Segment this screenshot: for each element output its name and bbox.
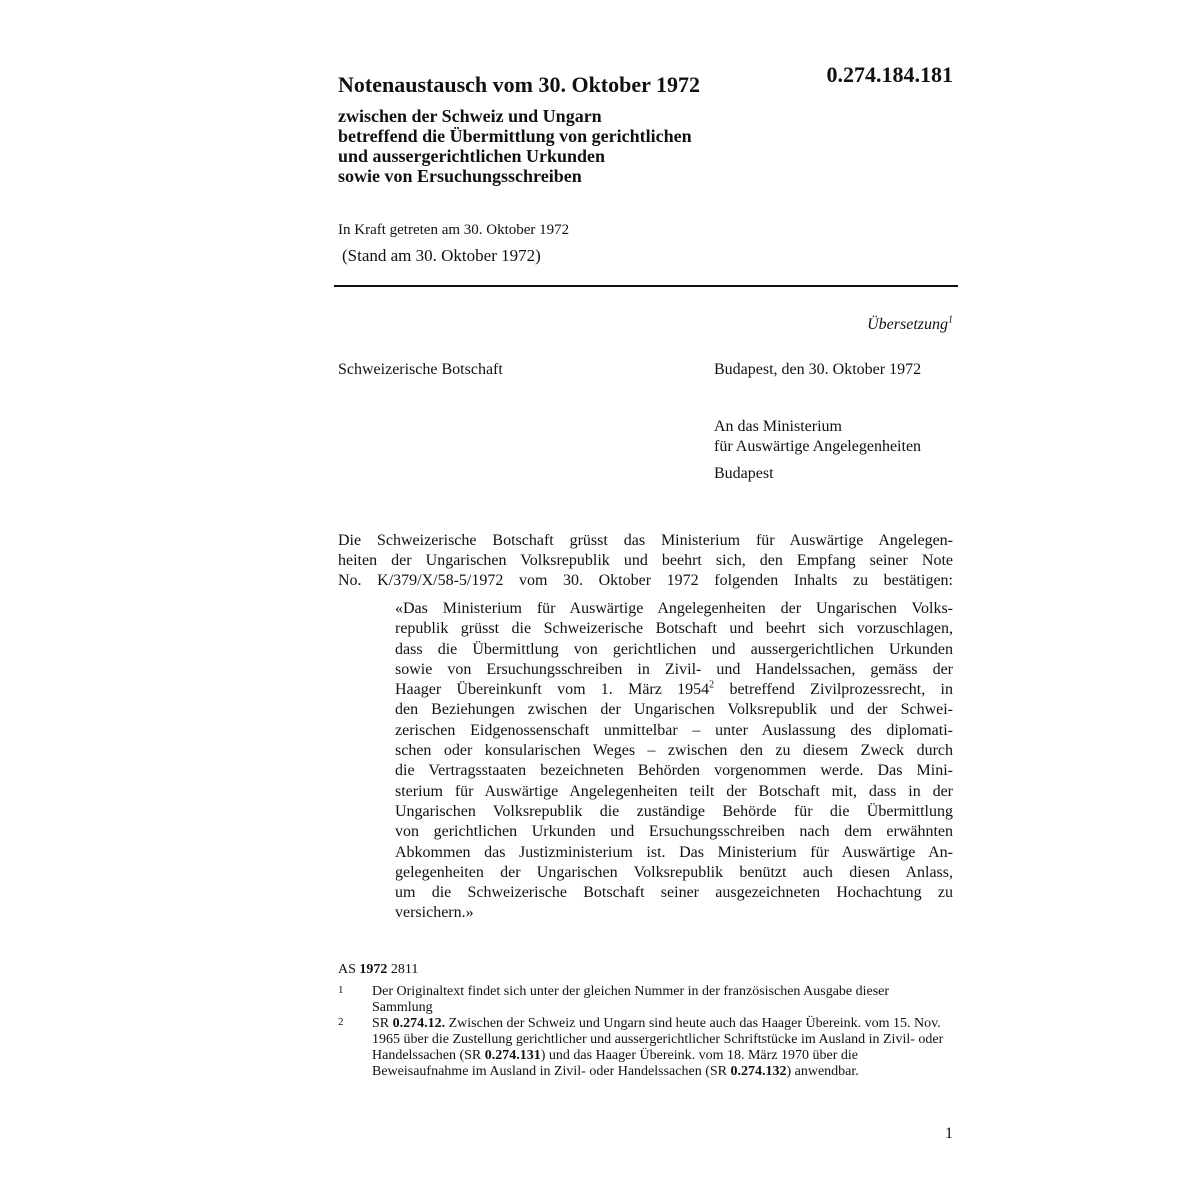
place-date: Budapest, den 30. Oktober 1972 bbox=[714, 361, 922, 378]
document-title: Notenaustausch vom 30. Oktober 1972 bbox=[338, 72, 701, 97]
paragraph-line: heiten der Ungarischen Volksrepublik und beehrt sich, den Empfang seiner Note bbox=[338, 552, 953, 569]
as-prefix: AS bbox=[338, 962, 360, 977]
quote-line: von gerichtlichen Urkunden und Ersuchungsschreiben nach dem erwähnten bbox=[395, 823, 953, 841]
subtitle-line: und aussergerichtlichen Urkunden bbox=[338, 146, 606, 166]
footnote-ref-2[interactable]: 2 bbox=[709, 679, 715, 691]
quote-line: Abkommen das Justizministerium ist. Das Ministerium für Auswärtige An- bbox=[395, 843, 953, 861]
quote-line: republik grüsst die Schweizerische Botschaft und beehrt sich vorzuschlagen, bbox=[395, 620, 953, 638]
quote-line: zerischen Eidgenossenschaft unmittelbar – unter Auslassung des diplomati- bbox=[395, 721, 953, 739]
quote-line: um die Schweizerische Botschaft seiner ausgezeichneten Hochachtung zu bbox=[395, 884, 953, 902]
footnote-ref-1[interactable]: 1 bbox=[948, 314, 953, 326]
fn2-sr-prefix: SR bbox=[372, 1016, 393, 1031]
quote-line: gelegenheiten der Ungarischen Volksrepublik benützt auch diesen Anlass, bbox=[395, 863, 953, 881]
quote-fn-text-a: Haager Übereinkunft vom 1. März 1954 bbox=[395, 681, 710, 699]
quote-fn-text-b: betreffend Zivilprozessrecht, in bbox=[714, 681, 953, 699]
as-page: 2811 bbox=[387, 962, 419, 977]
in-force-date: In Kraft getreten am 30. Oktober 1972 bbox=[338, 222, 570, 238]
fn2-text-a: Zwischen der Schweiz und Ungarn sind heute auch das Haager Übereink. vom 15. Nov. 1965 über die Zustellung gerichtlicher und aussergerichtlicher Schriftstücke im Ausland in Zivil- oder Handelssachen (SR bbox=[372, 1016, 944, 1063]
paragraph-line: No. K/379/X/58-5/1972 vom 30. Oktober 1972 folgenden Inhalts zu bestätigen: bbox=[338, 572, 953, 589]
as-reference bbox=[338, 962, 418, 978]
page-number: 1 bbox=[945, 1125, 953, 1142]
quote-line: dass die Übermittlung von gerichtlichen und aussergerichtlichen Urkunden bbox=[395, 640, 953, 658]
footnote-1-text: Der Originaltext findet sich unter der gleichen Nummer in der französischen Ausgabe dieser Sammlung bbox=[372, 984, 890, 1015]
quote-line: schen oder konsularischen Weges – zwischen den zu diesem Zweck durch bbox=[395, 742, 953, 760]
subtitle-line: betreffend die Übermittlung von gerichtlichen bbox=[338, 126, 692, 146]
document-subtitle bbox=[338, 106, 692, 186]
as-year: 1972 bbox=[359, 962, 388, 977]
paragraph-line: Die Schweizerische Botschaft grüsst das Ministerium für Auswärtige Angelegen- bbox=[338, 532, 953, 549]
quote-line: sterium für Auswärtige Angelegenheiten teilt der Botschaft mit, dass in der bbox=[395, 782, 953, 800]
fn2-text-b: ) und das Haager Übereink. vom 18. März 1970 über die Beweisaufnahme im Ausland in Zivil- oder Handelssachen (SR bbox=[372, 1048, 859, 1079]
translation-note bbox=[700, 316, 953, 334]
sender: Schweizerische Botschaft bbox=[338, 361, 503, 378]
addressee-line: für Auswärtige Angelegenheiten bbox=[714, 438, 922, 455]
quote-line: «Das Ministerium für Auswärtige Angelegenheiten der Ungarischen Volks- bbox=[395, 600, 953, 617]
translation-label: Übersetzung bbox=[867, 316, 948, 333]
intro-paragraph bbox=[338, 531, 953, 591]
sr-link[interactable]: 0.274.131 bbox=[484, 1048, 541, 1063]
header-divider bbox=[334, 285, 958, 287]
quote-line: Ungarischen Volksrepublik die zuständige Behörde für die Übermittlung bbox=[395, 802, 953, 820]
fn2-text-c: ) anwendbar. bbox=[786, 1064, 859, 1079]
footnote-2-number: 2 bbox=[338, 1016, 344, 1028]
status-date: (Stand am 30. Oktober 1972) bbox=[342, 246, 541, 265]
quoted-note bbox=[395, 599, 953, 924]
quote-line: sowie von Ersuchungsschreiben in Zivil- und Handelssachen, gemäss der bbox=[395, 660, 953, 678]
quote-line: die Vertragsstaaten bezeichneten Behörden vorgenommen werde. Das Mini- bbox=[395, 762, 953, 780]
quote-line: den Beziehungen zwischen der Ungarischen Volksrepublik und der Schwei- bbox=[395, 701, 953, 719]
footnote-2-text bbox=[372, 1016, 952, 1080]
sr-number: 0.274.184.181 bbox=[826, 62, 953, 87]
quote-line: versichern.» bbox=[395, 904, 474, 922]
quote-line bbox=[395, 680, 953, 700]
subtitle-line: zwischen der Schweiz und Ungarn bbox=[338, 106, 602, 126]
sr-link[interactable]: 0.274.12. bbox=[392, 1016, 446, 1031]
sr-link[interactable]: 0.274.132 bbox=[730, 1064, 787, 1079]
footnote-1-number: 1 bbox=[338, 984, 344, 996]
addressee-line: An das Ministerium bbox=[714, 418, 842, 435]
addressee-city: Budapest bbox=[714, 465, 774, 482]
subtitle-line: sowie von Ersuchungsschreiben bbox=[338, 166, 582, 186]
addressee bbox=[714, 417, 921, 457]
